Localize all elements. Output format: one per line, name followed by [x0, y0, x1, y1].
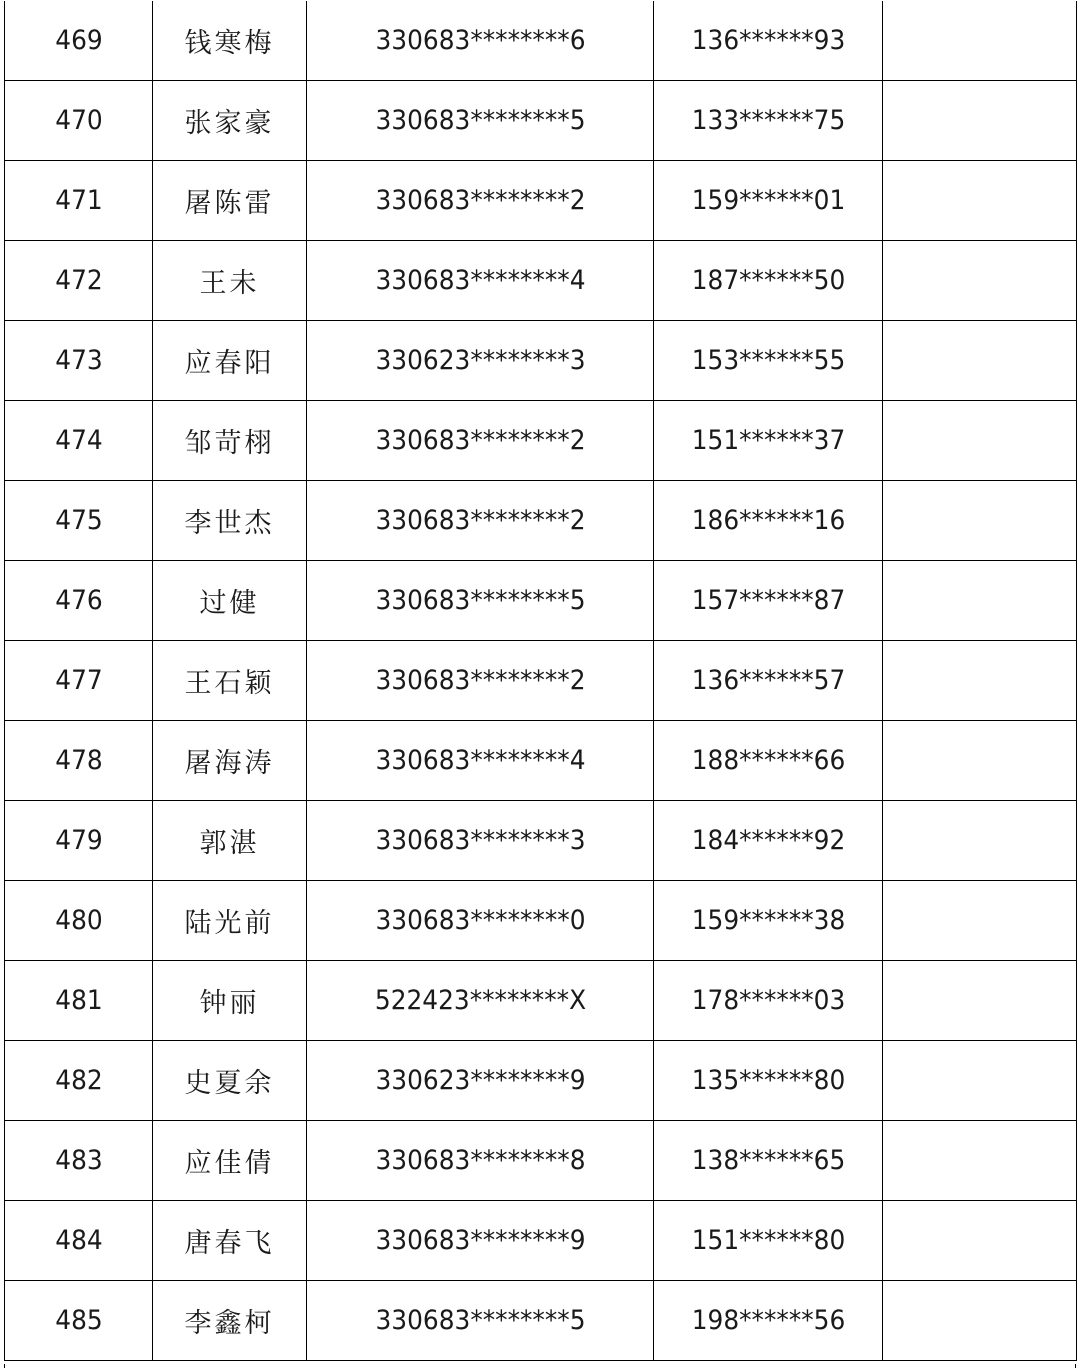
table-continuation [4, 1364, 1076, 1368]
table-row [5, 1121, 1077, 1201]
id-number-cell: 330623********9 [320, 1041, 639, 1121]
phone-cell: 138******65 [663, 1121, 874, 1201]
name-cell: 应春阳 [153, 321, 307, 401]
name-cell: 陆光前 [153, 881, 307, 961]
row-number-cell: 482 [10, 1041, 146, 1121]
table-row [5, 241, 1077, 321]
note-cell [883, 1041, 1077, 1121]
phone-cell: 136******57 [663, 641, 874, 721]
roster-table [4, 1, 1077, 1361]
id-number-cell: 330683********3 [320, 801, 639, 881]
row-number-cell: 475 [10, 481, 146, 561]
id-number-cell: 330623********3 [320, 321, 639, 401]
phone-cell: 159******38 [663, 881, 874, 961]
row-number-cell: 470 [10, 81, 146, 161]
table-row [5, 1, 1077, 81]
id-number-cell: 330683********2 [320, 401, 639, 481]
table-row [5, 81, 1077, 161]
name-cell: 应佳倩 [153, 1121, 307, 1201]
note-cell [883, 561, 1077, 641]
row-number-cell: 477 [10, 641, 146, 721]
id-number-cell: 330683********2 [320, 641, 639, 721]
table-row [5, 961, 1077, 1041]
name-cell: 屠海涛 [153, 721, 307, 801]
note-cell [883, 961, 1077, 1041]
phone-cell: 159******01 [663, 161, 874, 241]
id-number-cell: 330683********5 [320, 1281, 639, 1361]
row-number-cell: 474 [10, 401, 146, 481]
table-row [5, 161, 1077, 241]
name-cell: 唐春飞 [153, 1201, 307, 1281]
table-row [5, 641, 1077, 721]
id-number-cell: 330683********5 [320, 81, 639, 161]
table-row [5, 1281, 1077, 1361]
note-cell [883, 241, 1077, 321]
name-cell: 邹苛栩 [153, 401, 307, 481]
row-number-cell: 485 [10, 1281, 146, 1361]
id-number-cell: 330683********2 [320, 161, 639, 241]
name-cell: 张家豪 [153, 81, 307, 161]
id-number-cell: 330683********0 [320, 881, 639, 961]
row-number-cell: 478 [10, 721, 146, 801]
id-number-cell: 330683********4 [320, 721, 639, 801]
id-number-cell: 330683********6 [320, 1, 639, 81]
phone-cell: 198******56 [663, 1281, 874, 1361]
name-cell: 王石颖 [153, 641, 307, 721]
id-number-cell: 330683********9 [320, 1201, 639, 1281]
table-row [5, 321, 1077, 401]
id-number-cell: 330683********8 [320, 1121, 639, 1201]
phone-cell: 151******37 [663, 401, 874, 481]
id-number-cell: 330683********5 [320, 561, 639, 641]
row-number-cell: 484 [10, 1201, 146, 1281]
name-cell: 钟丽 [153, 961, 307, 1041]
row-number-cell: 479 [10, 801, 146, 881]
phone-cell: 188******66 [663, 721, 874, 801]
phone-cell: 184******92 [663, 801, 874, 881]
phone-cell: 186******16 [663, 481, 874, 561]
note-cell [883, 1281, 1077, 1361]
row-number-cell: 471 [10, 161, 146, 241]
name-cell: 史夏余 [153, 1041, 307, 1121]
note-cell [883, 1121, 1077, 1201]
table-row [5, 481, 1077, 561]
roster-table-body [5, 1, 1077, 1361]
name-cell: 钱寒梅 [153, 1, 307, 81]
id-number-cell: 522423********X [320, 961, 639, 1041]
note-cell [883, 401, 1077, 481]
table-row [5, 561, 1077, 641]
note-cell [883, 801, 1077, 881]
phone-cell: 136******93 [663, 1, 874, 81]
row-number-cell: 469 [10, 1, 146, 81]
note-cell [883, 161, 1077, 241]
note-cell [883, 1, 1077, 81]
note-cell [883, 721, 1077, 801]
phone-cell: 157******87 [663, 561, 874, 641]
row-number-cell: 483 [10, 1121, 146, 1201]
row-number-cell: 473 [10, 321, 146, 401]
name-cell: 郭湛 [153, 801, 307, 881]
table-row [5, 801, 1077, 881]
row-number-cell: 472 [10, 241, 146, 321]
name-cell: 李鑫柯 [153, 1281, 307, 1361]
id-number-cell: 330683********2 [320, 481, 639, 561]
name-cell: 王未 [153, 241, 307, 321]
phone-cell: 153******55 [663, 321, 874, 401]
note-cell [883, 641, 1077, 721]
phone-cell: 133******75 [663, 81, 874, 161]
row-number-cell: 476 [10, 561, 146, 641]
name-cell: 李世杰 [153, 481, 307, 561]
table-row [5, 401, 1077, 481]
name-cell: 过健 [153, 561, 307, 641]
phone-cell: 187******50 [663, 241, 874, 321]
note-cell [883, 1201, 1077, 1281]
row-number-cell: 481 [10, 961, 146, 1041]
phone-cell: 135******80 [663, 1041, 874, 1121]
table-row [5, 1201, 1077, 1281]
note-cell [883, 881, 1077, 961]
name-cell: 屠陈雷 [153, 161, 307, 241]
id-number-cell: 330683********4 [320, 241, 639, 321]
table-row [5, 721, 1077, 801]
note-cell [883, 321, 1077, 401]
note-cell [883, 481, 1077, 561]
phone-cell: 151******80 [663, 1201, 874, 1281]
phone-cell: 178******03 [663, 961, 874, 1041]
row-number-cell: 480 [10, 881, 146, 961]
note-cell [883, 81, 1077, 161]
table-row [5, 881, 1077, 961]
table-row [5, 1041, 1077, 1121]
